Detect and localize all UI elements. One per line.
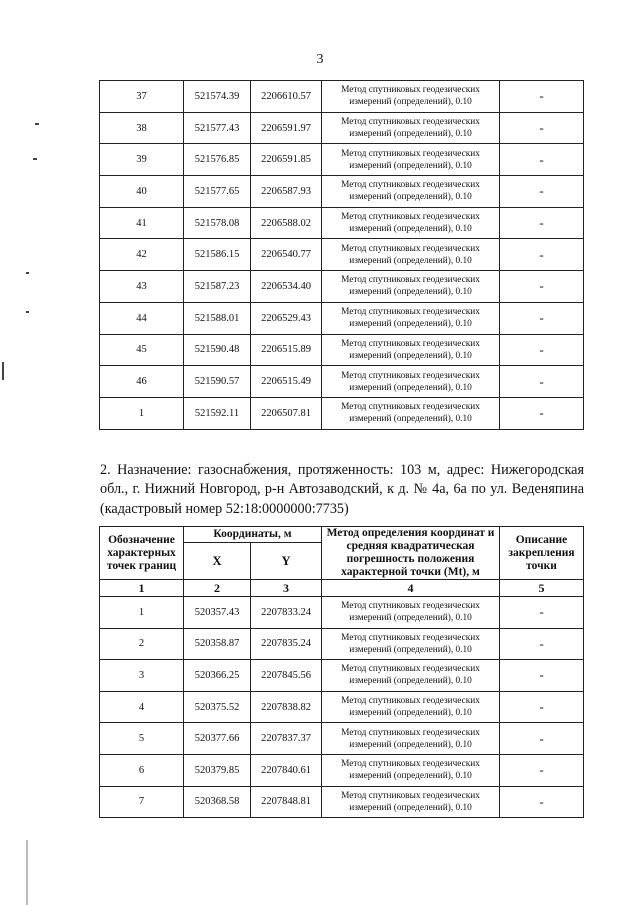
point-cell: 4: [100, 691, 184, 723]
y-coordinate-cell: 2206587.93: [251, 176, 322, 208]
description-cell: -: [500, 271, 584, 303]
table-row: [100, 597, 584, 629]
x-coordinate-cell: 520375.52: [184, 691, 251, 723]
page-number: 3: [316, 52, 324, 67]
table-row: [100, 112, 584, 144]
header-x: X: [184, 543, 251, 580]
x-coordinate-cell: 521586.15: [184, 239, 251, 271]
header-coordinates: Координаты, м: [184, 527, 322, 543]
header-designation: Обозначение характерных точек границ: [100, 527, 184, 580]
table-row: [100, 366, 584, 398]
x-coordinate-cell: 520357.43: [184, 597, 251, 629]
method-cell: Метод спутниковых геодезических измерений (определений), 0.10: [322, 597, 500, 629]
method-cell: Метод спутниковых геодезических измерений (определений), 0.10: [322, 366, 500, 398]
y-coordinate-cell: 2207845.56: [251, 660, 322, 692]
y-coordinate-cell: 2206515.89: [251, 334, 322, 366]
description-cell: -: [500, 754, 584, 786]
method-cell: Метод спутниковых геодезических измерений (определений), 0.10: [322, 271, 500, 303]
description-cell: -: [500, 112, 584, 144]
table-row: [100, 628, 584, 660]
point-cell: 41: [100, 207, 184, 239]
description-cell: -: [500, 239, 584, 271]
description-cell: -: [500, 786, 584, 818]
point-cell: 42: [100, 239, 184, 271]
method-cell: Метод спутниковых геодезических измерений (определений), 0.10: [322, 207, 500, 239]
y-coordinate-cell: 2207848.81: [251, 786, 322, 818]
x-coordinate-cell: 521577.65: [184, 176, 251, 208]
method-cell: Метод спутниковых геодезических измерений (определений), 0.10: [322, 691, 500, 723]
coordinates-table-object-2: [99, 526, 584, 818]
x-coordinate-cell: 521578.08: [184, 207, 251, 239]
method-cell: Метод спутниковых геодезических измерений (определений), 0.10: [322, 81, 500, 113]
table-row: [100, 239, 584, 271]
scan-mark: [26, 840, 28, 905]
column-number: 1: [100, 580, 184, 597]
y-coordinate-cell: 2207833.24: [251, 597, 322, 629]
description-cell: -: [500, 334, 584, 366]
y-coordinate-cell: 2207840.61: [251, 754, 322, 786]
x-coordinate-cell: 521592.11: [184, 397, 251, 429]
x-coordinate-cell: 521574.39: [184, 81, 251, 113]
table-row: [100, 334, 584, 366]
y-coordinate-cell: 2207838.82: [251, 691, 322, 723]
method-cell: Метод спутниковых геодезических измерений (определений), 0.10: [322, 786, 500, 818]
y-coordinate-cell: 2206588.02: [251, 207, 322, 239]
description-cell: -: [500, 723, 584, 755]
method-cell: Метод спутниковых геодезических измерений (определений), 0.10: [322, 397, 500, 429]
point-cell: 6: [100, 754, 184, 786]
table-row: [100, 754, 584, 786]
y-coordinate-cell: 2206507.81: [251, 397, 322, 429]
y-coordinate-cell: 2206529.43: [251, 302, 322, 334]
description-cell: -: [500, 207, 584, 239]
header-method: Метод определения координат и средняя квадратическая погрешность положения характерной точки (Mt), м: [322, 527, 500, 580]
x-coordinate-cell: 520368.58: [184, 786, 251, 818]
table-row: [100, 691, 584, 723]
method-cell: Метод спутниковых геодезических измерений (определений), 0.10: [322, 302, 500, 334]
table-row: [100, 723, 584, 755]
table-row: [100, 144, 584, 176]
x-coordinate-cell: 521587.23: [184, 271, 251, 303]
description-cell: -: [500, 660, 584, 692]
table-row: [100, 397, 584, 429]
x-coordinate-cell: 520358.87: [184, 628, 251, 660]
x-coordinate-cell: 521577.43: [184, 112, 251, 144]
method-cell: Метод спутниковых геодезических измерений (определений), 0.10: [322, 754, 500, 786]
point-cell: 2: [100, 628, 184, 660]
description-cell: -: [500, 302, 584, 334]
table-row: [100, 81, 584, 113]
section-2-text: 2. Назначение: газоснабжения, протяженность: 103 м, адрес: Нижегородская обл., г. Нижний Новгород, р-н Автозаводский, к д. № 4а, 6а по ул. Веденяпина (кадастровый номер 52:18:0000000:7735): [100, 462, 584, 517]
point-cell: 3: [100, 660, 184, 692]
description-cell: -: [500, 691, 584, 723]
description-cell: -: [500, 628, 584, 660]
scan-mark: [33, 158, 37, 160]
method-cell: Метод спутниковых геодезических измерений (определений), 0.10: [322, 660, 500, 692]
x-coordinate-cell: 521590.48: [184, 334, 251, 366]
method-cell: Метод спутниковых геодезических измерений (определений), 0.10: [322, 628, 500, 660]
method-cell: Метод спутниковых геодезических измерений (определений), 0.10: [322, 239, 500, 271]
table-row: [100, 271, 584, 303]
x-coordinate-cell: 520379.85: [184, 754, 251, 786]
scan-mark: [35, 123, 39, 125]
coordinates-table-body: [100, 597, 584, 818]
y-coordinate-cell: 2206515.49: [251, 366, 322, 398]
point-cell: 44: [100, 302, 184, 334]
y-coordinate-cell: 2206534.40: [251, 271, 322, 303]
x-coordinate-cell: 521576.85: [184, 144, 251, 176]
description-cell: -: [500, 397, 584, 429]
column-number: 5: [500, 580, 584, 597]
y-coordinate-cell: 2206591.85: [251, 144, 322, 176]
description-cell: -: [500, 366, 584, 398]
point-cell: 40: [100, 176, 184, 208]
point-cell: 46: [100, 366, 184, 398]
header-description: Описание закрепления точки: [500, 527, 584, 580]
y-coordinate-cell: 2207837.37: [251, 723, 322, 755]
method-cell: Метод спутниковых геодезических измерений (определений), 0.10: [322, 176, 500, 208]
point-cell: 38: [100, 112, 184, 144]
description-cell: -: [500, 176, 584, 208]
scan-mark: [2, 362, 4, 380]
method-cell: Метод спутниковых геодезических измерений (определений), 0.10: [322, 334, 500, 366]
y-coordinate-cell: 2206610.57: [251, 81, 322, 113]
scan-mark: [26, 272, 29, 274]
x-coordinate-cell: 521588.01: [184, 302, 251, 334]
column-number: 4: [322, 580, 500, 597]
description-cell: -: [500, 81, 584, 113]
table-row: [100, 176, 584, 208]
column-number: 3: [251, 580, 322, 597]
y-coordinate-cell: 2206591.97: [251, 112, 322, 144]
coordinates-table-continued: [99, 80, 584, 430]
point-cell: 5: [100, 723, 184, 755]
method-cell: Метод спутниковых геодезических измерений (определений), 0.10: [322, 112, 500, 144]
y-coordinate-cell: 2206540.77: [251, 239, 322, 271]
point-cell: 7: [100, 786, 184, 818]
x-coordinate-cell: 520366.25: [184, 660, 251, 692]
table-row: [100, 786, 584, 818]
point-cell: 39: [100, 144, 184, 176]
point-cell: 37: [100, 81, 184, 113]
table-row: [100, 660, 584, 692]
method-cell: Метод спутниковых геодезических измерений (определений), 0.10: [322, 723, 500, 755]
header-y: Y: [251, 543, 322, 580]
table-row: [100, 207, 584, 239]
x-coordinate-cell: 520377.66: [184, 723, 251, 755]
point-cell: 45: [100, 334, 184, 366]
scan-mark: [26, 311, 29, 313]
y-coordinate-cell: 2207835.24: [251, 628, 322, 660]
table-row: [100, 302, 584, 334]
column-number: 2: [184, 580, 251, 597]
method-cell: Метод спутниковых геодезических измерений (определений), 0.10: [322, 144, 500, 176]
coordinates-table-body: [100, 81, 584, 430]
description-cell: -: [500, 597, 584, 629]
point-cell: 43: [100, 271, 184, 303]
point-cell: 1: [100, 397, 184, 429]
description-cell: -: [500, 144, 584, 176]
x-coordinate-cell: 521590.57: [184, 366, 251, 398]
point-cell: 1: [100, 597, 184, 629]
